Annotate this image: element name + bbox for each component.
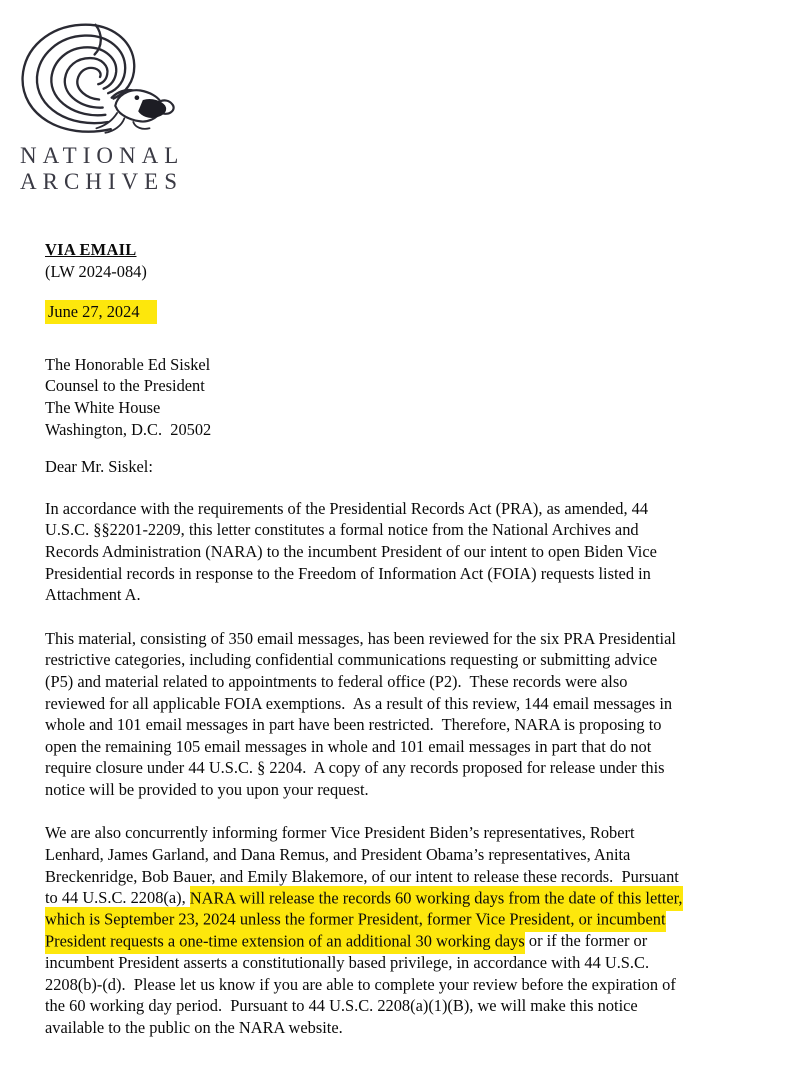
recipient-title: Counsel to the President: [45, 376, 205, 396]
salutation: Dear Mr. Siskel:: [45, 457, 153, 477]
text-line: [45, 866, 787, 888]
highlighted-text: NARA will release the records 60 working days from the date of this letter,: [190, 886, 683, 911]
text-segment: restrictive categories, including confidential communications requesting or submitting advice: [45, 650, 658, 670]
text-line: [45, 519, 787, 541]
paragraph: [45, 822, 787, 1038]
text-line: [45, 779, 787, 801]
logo-wordmark: [20, 143, 190, 195]
text-line: [45, 844, 787, 866]
text-line: [45, 909, 787, 931]
text-line: [45, 822, 787, 844]
recipient-block: [45, 354, 787, 440]
text-segment: Breckenridge, Bob Bauer, and Emily Blakemore, of our intent to release these records. Pursuant: [45, 866, 679, 886]
text-line: [45, 541, 787, 563]
text-line: [45, 649, 787, 671]
delivery-method: VIA EMAIL: [45, 240, 137, 259]
text-segment: 2208(b)-(d). Please let us know if you are able to complete your review before the expiration of: [45, 974, 676, 994]
text-segment: whole and 101 email messages in part have been restricted. Therefore, NARA is proposing to: [45, 715, 662, 735]
text-line: [45, 563, 787, 585]
text-line: [45, 736, 787, 758]
text-line: [45, 952, 787, 974]
text-line: [45, 930, 787, 952]
text-segment: or if the former or: [524, 931, 648, 951]
letter-body: [45, 498, 787, 1039]
national-archives-eagle-icon: [10, 14, 190, 140]
letter-content: [45, 239, 787, 1038]
text-segment: Attachment A.: [45, 585, 141, 605]
logo-wordmark-line1: NATIONAL: [20, 143, 185, 168]
text-segment: reviewed for all applicable FOIA exemptions. As a result of this review, 144 email messages in: [45, 693, 673, 713]
text-segment: Presidential records in response to the Freedom of Information Act (FOIA) requests listed in: [45, 563, 651, 583]
text-line: [45, 584, 787, 606]
paragraph: [45, 498, 787, 606]
text-line: [45, 693, 787, 715]
text-segment: This material, consisting of 350 email messages, has been reviewed for the six PRA Presidential: [45, 628, 676, 648]
text-segment: Records Administration (NARA) to the incumbent President of our intent to open Biden Vice: [45, 541, 657, 561]
text-segment: In accordance with the requirements of the Presidential Records Act (PRA), as amended, 44: [45, 498, 649, 518]
text-segment: notice will be provided to you upon your request.: [45, 779, 369, 799]
text-line: [45, 714, 787, 736]
text-line: [45, 974, 787, 996]
text-segment: require closure under 44 U.S.C. § 2204. A copy of any records proposed for release under this: [45, 758, 665, 778]
recipient-organization: The White House: [45, 397, 161, 417]
text-line: [45, 887, 787, 909]
text-segment: U.S.C. §§2201-2209, this letter constitutes a formal notice from the National Archives and: [45, 520, 639, 540]
recipient-address: Washington, D.C. 20502: [45, 419, 212, 439]
text-line: [45, 995, 787, 1017]
text-line: [45, 671, 787, 693]
text-segment: open the remaining 105 email messages in whole and 101 email messages in part that do not: [45, 736, 652, 756]
highlighted-text: President requests a one-time extension of an additional 30 working days: [45, 929, 525, 954]
letter-date-row: [45, 301, 787, 323]
text-line: [45, 498, 787, 520]
reference-number: (LW 2024-084): [45, 261, 147, 281]
text-segment: We are also concurrently informing former Vice President Biden’s representatives, Robert: [45, 823, 635, 843]
letter-date-highlight: June 27, 2024: [45, 300, 157, 324]
text-line: [45, 628, 787, 650]
nara-logo: [10, 14, 190, 195]
text-segment: the 60 working day period. Pursuant to 44 U.S.C. 2208(a)(1)(B), we will make this notice: [45, 996, 638, 1016]
logo-wordmark-line2: ARCHIVES: [20, 169, 184, 194]
paragraph: [45, 628, 787, 801]
text-segment: available to the public on the NARA website.: [45, 1017, 343, 1037]
text-line: [45, 1017, 787, 1039]
text-segment: to 44 U.S.C. 2208(a),: [45, 888, 190, 908]
text-segment: Lenhard, James Garland, and Dana Remus, and President Obama’s representatives, Anita: [45, 845, 631, 865]
highlighted-text: which is September 23, 2024 unless the former President, former Vice President, or incumbent: [45, 907, 666, 932]
text-segment: (P5) and material related to appointments to federal office (P2). These records were also: [45, 671, 628, 691]
text-segment: incumbent President asserts a constitutionally based privilege, in accordance with 44 U.S.C.: [45, 953, 650, 973]
recipient-name: The Honorable Ed Siskel: [45, 354, 211, 374]
text-line: [45, 757, 787, 779]
